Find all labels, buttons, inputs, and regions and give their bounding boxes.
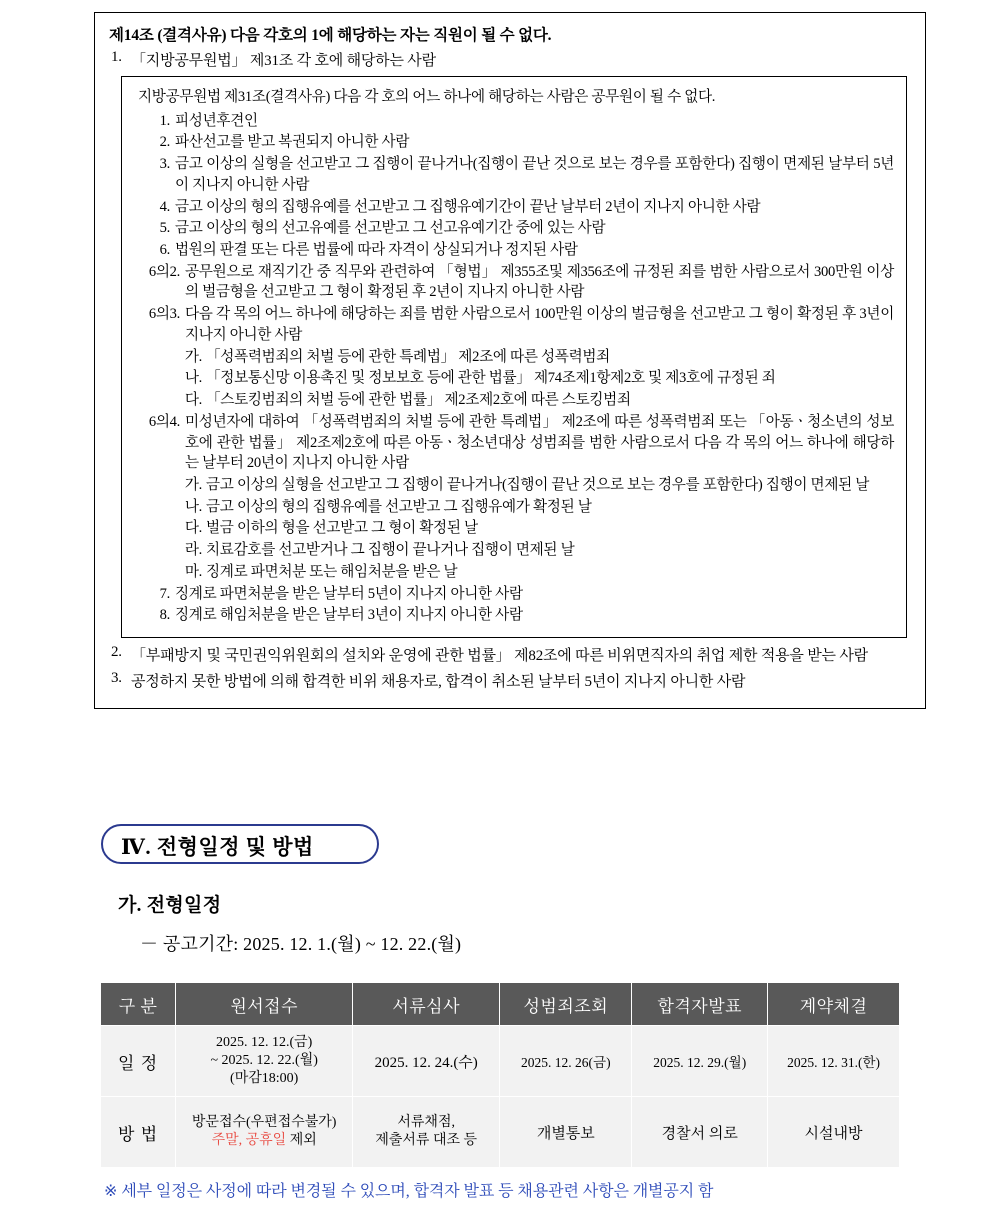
law-clause-text: 공무원으로 재직기간 중 직무와 관련하여 「형법」 제355조및 제356조에 규정된 죄를 범한 사람으로서 300만원 이상의 벌금형을 선고받고 그 형이 확정된 후 2년이 지나지 아니한 사람: [185, 263, 894, 301]
law-clause-label: 2.: [159, 134, 170, 151]
law-subclause-label: 가.: [184, 348, 202, 365]
law-subclause: [180, 518, 894, 539]
law-clause: [136, 154, 894, 195]
law-clause-text: 피성년후견인: [175, 112, 258, 129]
law-subclause-label: 가.: [184, 476, 202, 493]
law-clause-label: 6의3.: [148, 306, 180, 323]
subsection-title: 가. 전형일정: [118, 895, 222, 916]
review-method-line2: 제출서류 대조 등: [375, 1133, 478, 1148]
article-item-2: [111, 644, 913, 665]
section-heading-label: Ⅳ. 전형일정 및 방법: [121, 835, 314, 859]
law-clause: [136, 132, 894, 153]
cell-sexcrime-date: 2025. 12. 26(금): [500, 1026, 632, 1097]
law-clause: [136, 584, 894, 605]
th-sexcrime-check: 성범죄조회: [500, 983, 632, 1026]
article-item-2-text: 「부패방지 및 국민권익위원회의 설치와 운영에 관한 법률」 제82조에 따른 비위면직자의 취업 제한 적용을 받는 사람: [131, 647, 868, 664]
law-clause-label: 6.: [159, 242, 170, 259]
law-clause: [136, 304, 894, 345]
th-division: 구 분: [101, 983, 176, 1026]
cell-review-method: [353, 1097, 500, 1168]
article-item-3-text: 공정하지 못한 방법에 의해 합격한 비위 채용자로, 합격이 취소된 날부터 5년이 지나지 아니한 사람: [131, 673, 746, 690]
law-subclause: [180, 497, 894, 518]
law-clause-label: 4.: [159, 198, 170, 215]
table-header-row: [101, 983, 900, 1026]
law-subclause-text: 벌금 이하의 형을 선고받고 그 형이 확정된 날: [206, 520, 478, 537]
article-title: 제14조 (결격사유) 다음 각호의 1에 해당하는 자는 직원이 될 수 없다.: [109, 27, 552, 44]
table-row-method: [101, 1097, 900, 1168]
law-subclause-label: 나.: [184, 370, 202, 387]
cell-application-date: [176, 1026, 353, 1097]
law-subclause-label: 나.: [184, 498, 202, 515]
law-subclause-text: 금고 이상의 형의 집행유예를 선고받고 그 집행유예가 확정된 날: [206, 498, 592, 515]
law-clause-label: 7.: [159, 585, 170, 602]
law-clause-label: 8.: [159, 607, 170, 624]
law-subclause: [180, 368, 894, 389]
section-heading: [95, 820, 385, 866]
th-document-review: 서류심사: [353, 983, 500, 1026]
footnote-mark: ※: [104, 1183, 118, 1200]
law-clause-label: 1.: [159, 112, 170, 129]
application-method-note-tail: 제외: [286, 1133, 317, 1148]
announcement-period: － 공고기간: 2025. 12. 1.(월) ~ 12. 22.(월): [140, 934, 462, 954]
article-item-2-number: 2.: [111, 643, 122, 660]
law-subclause: [180, 347, 894, 368]
law-subclause-text: 「성폭력범죄의 처벌 등에 관한 특례법」 제2조에 따른 성폭력범죄: [206, 348, 610, 365]
law-subclause: [180, 475, 894, 496]
law-clause-text: 미성년자에 대하여 「성폭력범죄의 처벌 등에 관한 특례법」 제2조에 따른 성폭력범죄 또는 「아동ㆍ청소년의 성보호에 관한 법률」 제2조제2호에 따른 아동ㆍ청소년대상 성범죄를 범한 사람으로서 다음 각 목의 어느 하나에 해당하는 날부터 20년이 지나지 아니한 사람: [185, 413, 894, 472]
application-date-line3: (마감18:00): [230, 1071, 299, 1087]
application-date-line2: ~ 2025. 12. 22.(월): [210, 1052, 318, 1068]
law-clause: [136, 111, 894, 132]
law-clause-text: 금고 이상의 형의 선고유예를 선고받고 그 선고유예기간 중에 있는 사람: [175, 220, 606, 237]
law-clause-label: 6의4.: [148, 413, 180, 430]
cell-announce-method: 경찰서 의로: [632, 1097, 768, 1168]
cell-contract-method: 시설내방: [768, 1097, 900, 1168]
law-subclause-text: 「정보통신망 이용촉진 및 정보보호 등에 관한 법률」 제74조제1항제2호 및 제3호에 규정된 죄: [206, 370, 776, 387]
article-item-3: [111, 670, 913, 691]
article-item-1-text: 「지방공무원법」 제31조 각 호에 해당하는 사람: [131, 53, 436, 69]
footnote: [104, 1178, 713, 1201]
th-result-announcement: 합격자발표: [632, 983, 768, 1026]
article-14-box: [94, 12, 926, 709]
law-quote-heading: 지방공무원법 제31조(결격사유) 다음 각 호의 어느 하나에 해당하는 사람은 공무원이 될 수 없다.: [138, 89, 716, 105]
th-application: 원서접수: [176, 983, 353, 1026]
application-date-line1: 2025. 12. 12.(금): [216, 1034, 313, 1050]
row-label-method: 방 법: [101, 1097, 176, 1168]
law-clause-text: 파산선고를 받고 복권되지 아니한 사람: [175, 134, 410, 151]
law-subclause-label: 마.: [184, 563, 202, 580]
law-clause-label: 6의2.: [148, 263, 180, 280]
law-clause-text: 금고 이상의 실형을 선고받고 그 집행이 끝나거나(집행이 끝난 것으로 보는 경우를 포함한다) 집행이 면제된 날부터 5년이 지나지 아니한 사람: [175, 156, 894, 193]
law-clause-text: 징계로 파면처분을 받은 날부터 5년이 지나지 아니한 사람: [175, 585, 523, 602]
application-method-note: [179, 1132, 349, 1150]
table-row-schedule: [101, 1026, 900, 1097]
law-subclause-label: 다.: [184, 392, 202, 409]
cell-review-date: 2025. 12. 24.(수): [353, 1026, 500, 1097]
law-clause-text: 법원의 판결 또는 다른 법률에 따라 자격이 상실되거나 정지된 사람: [175, 242, 578, 259]
cell-sexcrime-method: 개별통보: [500, 1097, 632, 1168]
law-subclause-label: 다.: [184, 520, 202, 537]
law-clause: [136, 197, 894, 218]
review-method-line1: 서류채점,: [397, 1114, 455, 1130]
law-clause: [136, 240, 894, 261]
row-label-schedule: 일 정: [101, 1026, 176, 1097]
law-subclause: [180, 562, 894, 583]
law-subclause-text: 징계로 파면처분 또는 해임처분을 받은 날: [206, 563, 458, 580]
th-contract: 계약체결: [768, 983, 900, 1026]
article-item-1: [111, 49, 913, 70]
footnote-text: 세부 일정은 사정에 따라 변경될 수 있으며, 합격자 발표 등 채용관련 사항은 개별공지 함: [121, 1183, 714, 1200]
law-clause-label: 3.: [159, 156, 170, 173]
law-clause-label: 5.: [159, 220, 170, 237]
application-method-line: 방문접수(우편접수불가): [191, 1114, 337, 1130]
law-subclause: [180, 390, 894, 411]
law-subclause-text: 금고 이상의 실형을 선고받고 그 집행이 끝나거나(집행이 끝난 것으로 보는 경우를 포함한다) 집행이 면제된 날: [206, 476, 870, 493]
law-clause-text: 금고 이상의 형의 집행유예를 선고받고 그 집행유예기간이 끝난 날부터 2년이 지나지 아니한 사람: [175, 198, 761, 215]
law-clause: [136, 412, 894, 474]
law-clause: [136, 218, 894, 239]
application-method-note-red: 주말, 공휴일: [211, 1133, 287, 1148]
law-subclause-text: 치료감호를 선고받거나 그 집행이 끝나거나 집행이 면제된 날: [206, 542, 575, 559]
cell-contract-date: 2025. 12. 31.(한): [768, 1026, 900, 1097]
law-clause-text: 징계로 해임처분을 받은 날부터 3년이 지나지 아니한 사람: [175, 607, 523, 624]
law-clause: [136, 262, 894, 303]
law-clause: [136, 605, 894, 626]
cell-application-method: [176, 1097, 353, 1168]
cell-announce-date: 2025. 12. 29.(월): [632, 1026, 768, 1097]
law-quote-box: [121, 76, 907, 638]
article-item-3-number: 3.: [111, 669, 122, 686]
law-subclause-text: 「스토킹범죄의 처벌 등에 관한 법률」 제2조제2호에 따른 스토킹범죄: [206, 392, 631, 409]
law-subclause-label: 라.: [184, 542, 202, 559]
law-subclause: [180, 540, 894, 561]
article-item-1-number: 1.: [111, 49, 122, 65]
schedule-table: [100, 982, 900, 1168]
law-clause-text: 다음 각 목의 어느 하나에 해당하는 죄를 범한 사람으로서 100만원 이상의 벌금형을 선고받고 그 형이 확정된 후 3년이 지나지 아니한 사람: [185, 306, 894, 343]
